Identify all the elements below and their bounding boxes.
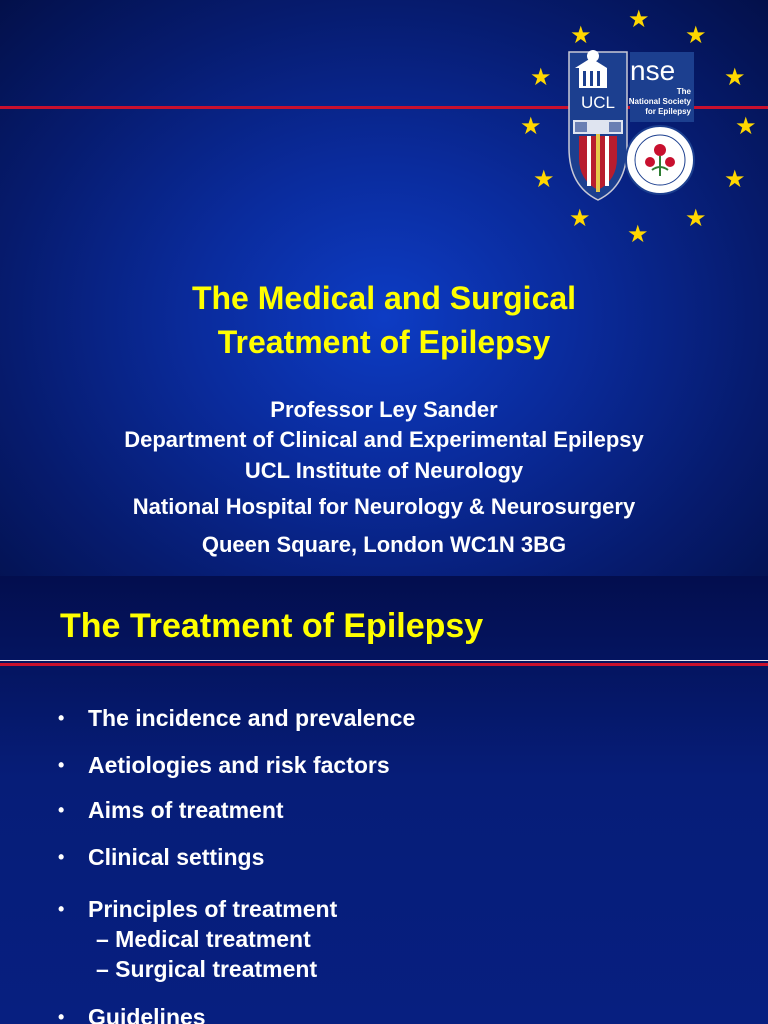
heading-white-rule xyxy=(0,660,768,661)
star-icon: ★ xyxy=(530,64,552,91)
star-icon: ★ xyxy=(724,64,746,91)
nse-badge xyxy=(629,52,694,122)
author-name: Professor Ley Sander xyxy=(270,397,498,422)
hospital-line: National Hospital for Neurology & Neurosurgery xyxy=(132,494,636,519)
bullet-marker: • xyxy=(58,1007,65,1024)
bullet-marker: • xyxy=(58,899,65,919)
slide-title-line-2: Treatment of Epilepsy xyxy=(217,324,551,360)
slide-title xyxy=(0,276,768,364)
bullet-item: • The incidence and prevalence xyxy=(58,705,416,731)
star-icon: ★ xyxy=(735,113,757,140)
star-icon: ★ xyxy=(724,166,746,193)
ucl-shield xyxy=(569,50,627,200)
bullet-item: • Clinical settings xyxy=(58,844,265,870)
bullet-marker: • xyxy=(58,800,65,820)
star-icon: ★ xyxy=(533,166,555,193)
svg-text:for Epilepsy: for Epilepsy xyxy=(645,107,691,116)
address-line: Queen Square, London WC1N 3BG xyxy=(201,532,567,557)
svg-text:National Society: National Society xyxy=(628,97,691,106)
star-icon: ★ xyxy=(569,205,591,232)
sub-bullet-item: – Medical treatment xyxy=(96,926,311,952)
hospital-seal xyxy=(626,126,694,194)
star-icon: ★ xyxy=(685,205,707,232)
sub-bullet-item: – Surgical treatment xyxy=(96,956,318,982)
star-icon: ★ xyxy=(628,6,650,33)
bullet-item: • Aims of treatment xyxy=(58,797,284,823)
bullet-marker: • xyxy=(58,755,65,775)
star-icon: ★ xyxy=(520,113,542,140)
bullet-marker: • xyxy=(58,708,65,728)
slide-heading: The Treatment of Epilepsy xyxy=(60,607,484,645)
department-line: Department of Clinical and Experimental Epilepsy xyxy=(124,427,644,452)
bullet-item: • Aetiologies and risk factors xyxy=(58,752,390,778)
svg-text:The: The xyxy=(676,87,691,96)
bullet-item: • Guidelines xyxy=(58,1004,206,1024)
content-slide xyxy=(0,576,768,1024)
bullet-item: • Principles of treatment xyxy=(58,896,338,922)
star-icon: ★ xyxy=(685,22,707,49)
heading-red-rule xyxy=(0,663,768,666)
star-icon: ★ xyxy=(570,22,592,49)
star-icon: ★ xyxy=(627,221,649,248)
slide-title-line-1: The Medical and Surgical xyxy=(191,280,577,316)
bullet-marker: • xyxy=(58,847,65,867)
logo-group xyxy=(517,8,763,248)
institute-line: UCL Institute of Neurology xyxy=(244,458,524,483)
svg-text:nse: nse xyxy=(630,55,676,86)
svg-text:UCL: UCL xyxy=(580,93,616,112)
ucl-nse-logo xyxy=(517,8,763,248)
